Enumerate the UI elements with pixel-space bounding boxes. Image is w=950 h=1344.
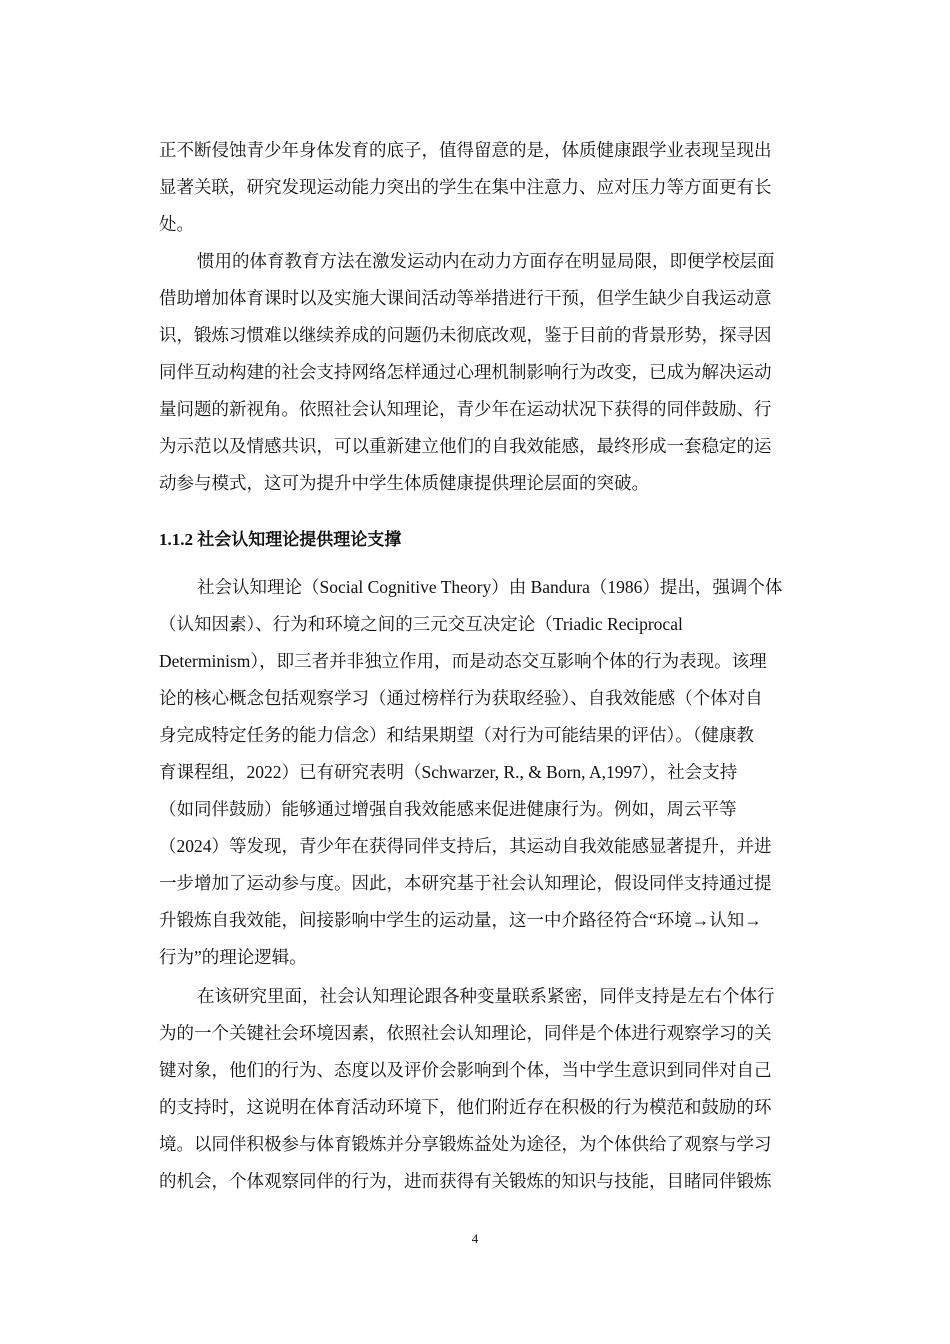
paragraph-line: 键对象，他们的行为、态度以及评价会影响到个体，当中学生意识到同伴对自己 [159,1060,772,1080]
paragraph-line: （2024）等发现，青少年在获得同伴支持后，其运动自我效能感显著提升，并进 [159,836,772,856]
section-heading: 1.1.2 社会认知理论提供理论支撑 [159,530,402,549]
paragraph-line: 量问题的新视角。依照社会认知理论，青少年在运动状况下获得的同伴鼓励、行 [159,399,772,419]
paragraph-line: 显著关联，研究发现运动能力突出的学生在集中注意力、应对压力等方面更有长 [159,177,772,197]
paragraph-line: 的机会，个体观察同伴的行为，进而获得有关锻炼的知识与技能，目睹同伴锻炼 [159,1171,772,1191]
paragraph-line: 的支持时，这说明在体育活动环境下，他们附近存在积极的行为模范和鼓励的环 [159,1097,772,1117]
paragraph-line: 为的一个关键社会环境因素，依照社会认知理论，同伴是个体进行观察学习的关 [159,1023,772,1043]
page-number: 4 [471,1231,479,1246]
paragraph-line: （如同伴鼓励）能够通过增强自我效能感来促进健康行为。例如，周云平等 [159,799,737,819]
paragraph-line: 育课程组，2022）已有研究表明（Schwarzer, R., & Born, A,1997），社会支持 [159,762,738,782]
paragraph-line: 同伴互动构建的社会支持网络怎样通过心理机制影响行为改变，已成为解决运动 [159,362,772,382]
paragraph-line: 境。以同伴积极参与体育锻炼并分享锻炼益处为途径，为个体供给了观察与学习 [159,1134,772,1154]
paragraph-line: 动参与模式，这可为提升中学生体质健康提供理论层面的突破。 [159,473,649,493]
paragraph-line: 识，锻炼习惯难以继续养成的问题仍未彻底改观，鉴于目前的背景形势，探寻因 [159,325,772,345]
paragraph-line: 正不断侵蚀青少年身体发育的底子，值得留意的是，体质健康跟学业表现呈现出 [159,140,772,160]
paragraph-line: 在该研究里面，社会认知理论跟各种变量联系紧密，同伴支持是左右个体行 [197,986,775,1006]
paragraph-line: 为示范以及情感共识，可以重新建立他们的自我效能感，最终形成一套稳定的运 [159,436,772,456]
paragraph-line: 论的核心概念包括观察学习（通过榜样行为获取经验）、自我效能感（个体对自 [159,688,763,708]
paragraph-line: Determinism），即三者并非独立作用，而是动态交互影响个体的行为表现。该理 [159,651,767,671]
paragraph-line: 身完成特定任务的能力信念）和结果期望（对行为可能结果的评估）。（健康教 [159,725,754,745]
paragraph-line: 社会认知理论（Social Cognitive Theory）由 Bandura（1986）提出，强调个体 [197,577,783,597]
paragraph-line: 惯用的体育教育方法在激发运动内在动力方面存在明显局限，即便学校层面 [197,251,775,271]
paragraph-line: 升锻炼自我效能，间接影响中学生的运动量，这一中介路径符合“环境→认知→ [159,910,762,930]
paragraph-line: 行为”的理论逻辑。 [159,947,307,967]
paragraph-line: （认知因素）、行为和环境之间的三元交互决定论（Triadic Reciprocal [159,614,683,634]
paragraph-line: 处。 [159,214,194,234]
paragraph-line: 借助增加体育课时以及实施大课间活动等举措进行干预，但学生缺少自我运动意 [159,288,772,308]
paragraph-line: 一步增加了运动参与度。因此，本研究基于社会认知理论，假设同伴支持通过提 [159,873,772,893]
